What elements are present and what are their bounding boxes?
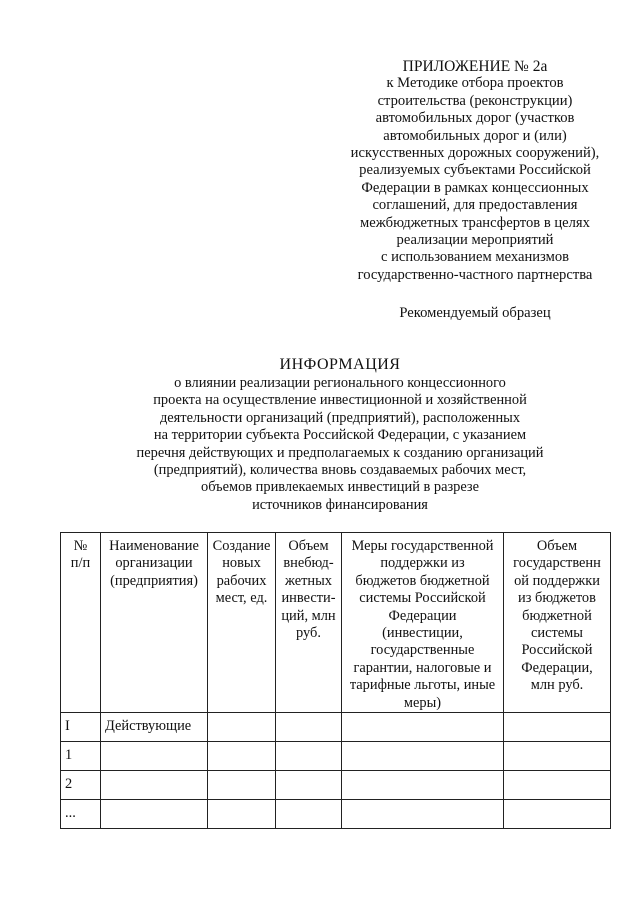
info-table <box>60 532 611 829</box>
table-cell <box>208 800 276 829</box>
appendix-header <box>330 58 620 284</box>
info-line: о влиянии реализации регионального концессионного <box>174 375 506 391</box>
table-cell <box>101 800 208 829</box>
sample-label: Рекомендуемый образец <box>399 305 551 321</box>
appendix-line: реализации мероприятий <box>396 232 554 249</box>
table-cell <box>208 713 276 742</box>
appendix-line: к Методике отбора проектов <box>386 75 564 92</box>
table-cell <box>276 713 342 742</box>
table-cell <box>276 742 342 771</box>
table-row <box>61 713 611 742</box>
table-row <box>61 800 611 829</box>
info-line: деятельности организаций (предприятий), расположенных <box>159 409 521 426</box>
table-row <box>61 771 611 800</box>
table-cell <box>208 742 276 771</box>
table-cell: I <box>61 713 101 742</box>
table-cell: ... <box>61 800 101 829</box>
info-line: перечня действующих и предполагаемых к созданию организаций <box>136 444 544 461</box>
table-header-row <box>61 533 611 713</box>
header-cell-support-volume: Объем государственн ой поддержки из бюджетов бюджетной системы Российской Федерации, млн руб. <box>504 533 611 713</box>
appendix-title: ПРИЛОЖЕНИЕ № 2а <box>402 58 548 75</box>
info-title: ИНФОРМАЦИЯ <box>279 356 401 373</box>
table-cell <box>342 742 504 771</box>
header-cell-number: № п/п <box>61 533 101 713</box>
table-cell <box>276 800 342 829</box>
header-cell-support-measures: Меры государственной поддержки из бюджетов бюджетной системы Российской Федерации (инвестиции, государственные гарантии, налоговые и тарифные льготы, иные меры) <box>342 533 504 713</box>
table-cell: 1 <box>61 742 101 771</box>
table-cell <box>208 771 276 800</box>
info-description <box>120 375 560 514</box>
appendix-line: строительства (реконструкции) <box>377 92 573 109</box>
appendix-line: государственно-частного партнерства <box>357 266 593 283</box>
table-cell: 2 <box>61 771 101 800</box>
table-cell <box>276 771 342 800</box>
appendix-line: искусственных дорожных сооружений), <box>350 145 600 162</box>
table-cell <box>101 771 208 800</box>
table-cell <box>342 800 504 829</box>
table-row <box>61 742 611 771</box>
table-cell <box>504 800 611 829</box>
info-line: (предприятий), количества вновь создаваемых рабочих мест, <box>153 462 527 479</box>
header-cell-organization: Наименование организации (предприятия) <box>101 533 208 713</box>
appendix-line: Федерации в рамках концессионных <box>361 179 589 196</box>
table-cell: Действующие <box>101 713 208 742</box>
table-cell <box>504 742 611 771</box>
appendix-line: соглашений, для предоставления <box>372 197 578 214</box>
appendix-line: автомобильных дорог и (или) <box>383 127 567 144</box>
table-cell <box>342 771 504 800</box>
appendix-line: реализуемых субъектами Российской <box>359 162 591 179</box>
table-cell <box>342 713 504 742</box>
appendix-line: автомобильных дорог (участков <box>375 110 575 127</box>
info-line: источников финансирования <box>252 496 428 513</box>
appendix-line: с использованием механизмов <box>380 249 570 266</box>
table-cell <box>101 742 208 771</box>
info-line: проекта на осуществление инвестиционной и хозяйственной <box>153 392 527 409</box>
header-cell-new-jobs: Создание новых рабочих мест, ед. <box>208 533 276 713</box>
table-cell <box>504 771 611 800</box>
table-cell <box>504 713 611 742</box>
info-line: на территории субъекта Российской Федерации, с указанием <box>153 427 527 444</box>
info-line: объемов привлекаемых инвестиций в разрезе <box>201 479 479 496</box>
header-cell-extrabudgetary: Объем внебюд- жетных инвести- ций, млн руб. <box>276 533 342 713</box>
appendix-line: межбюджетных трансфертов в целях <box>360 214 590 231</box>
